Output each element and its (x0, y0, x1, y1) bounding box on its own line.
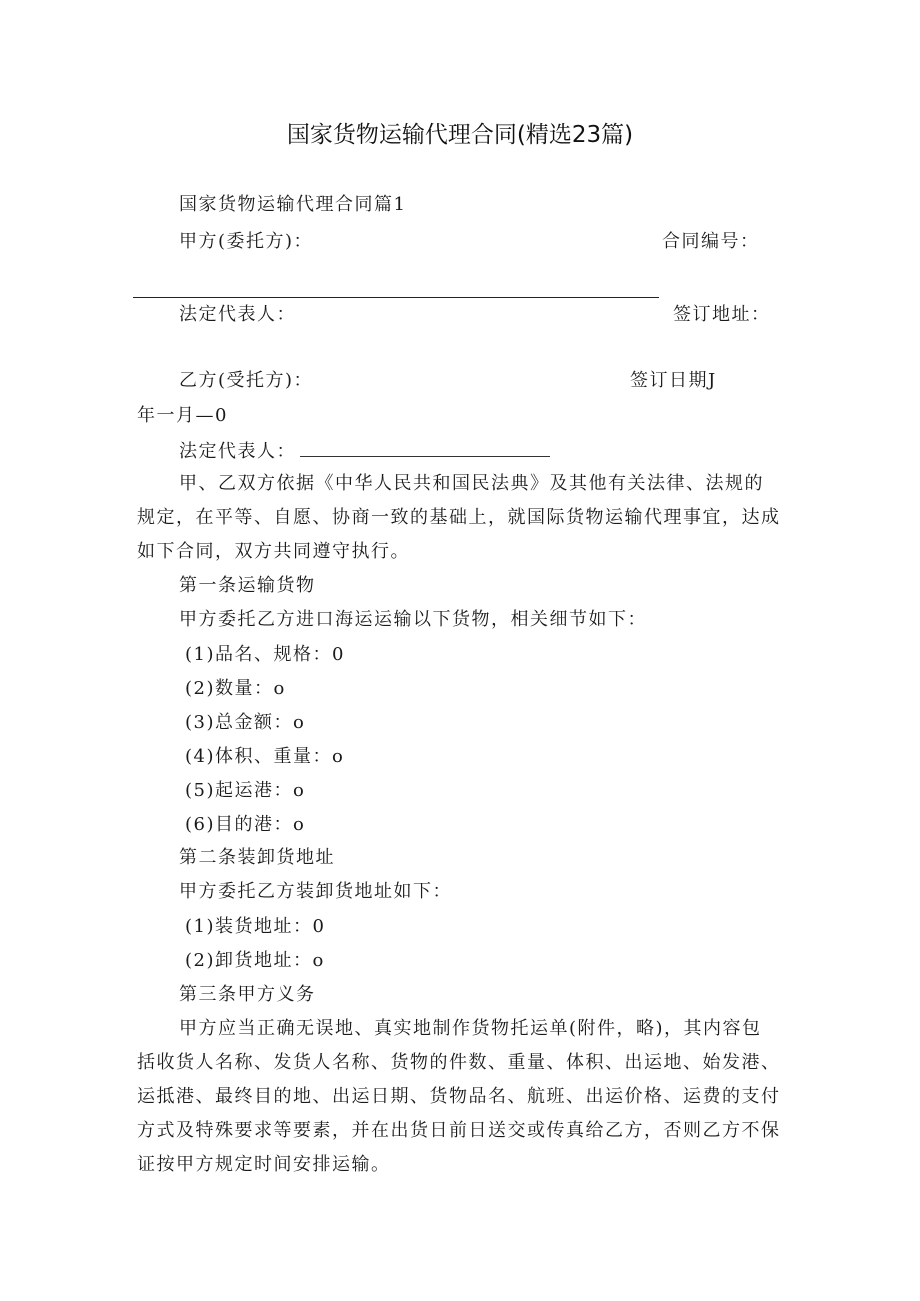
contract-no-label: 合同编号： (662, 231, 760, 252)
document-title: 国家货物运输代理合同(精选23篇) (286, 122, 634, 148)
sign-date-continued: 年一月—0 (137, 405, 228, 426)
article3-body-line: 证按甲方规定时间安排运输。 (137, 1154, 391, 1175)
preamble-line: 甲、乙双方依据《中华人民共和国民法典》及其他有关法律、法规的 (179, 473, 764, 494)
article1-item: (3)总金额：o (185, 712, 306, 733)
article3-heading: 第三条甲方义务 (179, 984, 316, 1005)
article1-item: (1)品名、规格：0 (185, 644, 345, 665)
article2-intro: 甲方委托乙方装卸货地址如下： (179, 881, 452, 902)
article1-item: (6)目的港：o (185, 814, 306, 835)
sign-place-label: 签订地址： (673, 304, 771, 325)
article2-item: (1)装货地址：0 (185, 916, 326, 937)
party-b-label: 乙方(受托方)： (179, 370, 314, 391)
preamble-line: 如下合同，双方共同遵守执行。 (137, 541, 410, 562)
article2-heading: 第二条装卸货地址 (179, 847, 335, 868)
article2-item: (2)卸货地址：o (185, 950, 325, 971)
article1-item: (4)体积、重量：o (185, 746, 345, 767)
party-a-label: 甲方(委托方)： (179, 231, 314, 252)
article3-body-line: 甲方应当正确无误地、真实地制作货物托运单(附件，略)，其内容包 (179, 1018, 762, 1039)
preamble-line: 规定，在平等、自愿、协商一致的基础上，就国际货物运输代理事宜，达成 (137, 507, 781, 528)
article1-item: (2)数量：o (185, 678, 286, 699)
article3-body-line: 运抵港、最终目的地、出运日期、货物品名、航班、出运价格、运费的支付 (137, 1086, 781, 1107)
sign-date-label: 签订日期J (630, 370, 717, 391)
section-heading: 国家货物运输代理合同篇1 (179, 194, 407, 215)
legal-rep-b-blank (300, 438, 550, 457)
legal-rep-a-label: 法定代表人： (179, 304, 296, 325)
article1-item: (5)起运港：o (185, 780, 306, 801)
legal-rep-b-row (179, 438, 550, 464)
article3-body-line: 方式及特殊要求等要素，并在出货日前日送交或传真给乙方，否则乙方不保 (137, 1120, 781, 1141)
article1-heading: 第一条运输货物 (179, 575, 316, 596)
legal-rep-b-label: 法定代表人： (179, 441, 296, 462)
signature-rule (133, 297, 659, 298)
article1-intro: 甲方委托乙方进口海运运输以下货物，相关细节如下： (179, 609, 647, 630)
article3-body-line: 括收货人名称、发货人名称、货物的件数、重量、体积、出运地、始发港、 (137, 1052, 781, 1073)
